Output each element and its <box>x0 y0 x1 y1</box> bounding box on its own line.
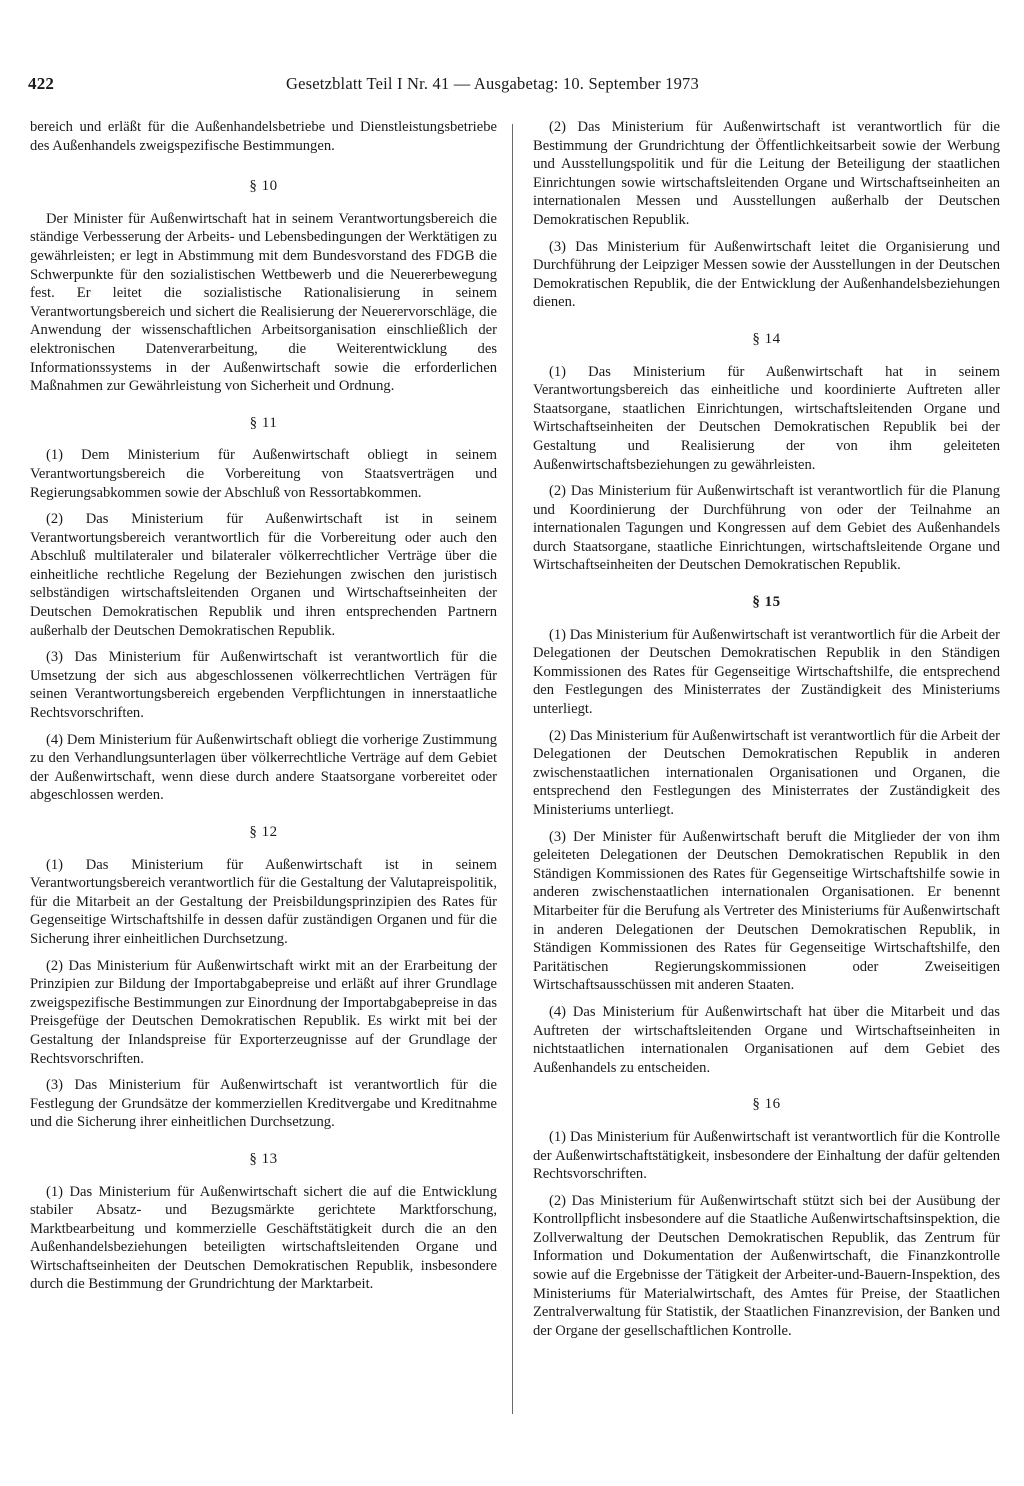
paragraph: (2) Das Ministerium für Außenwirtschaft ist verantwortlich für die Bestimmung der Grundrichtung der Öffentlichkeitsarbeit sowie der Werbung und Ausstellungspolitik und für die Leitung der Beteiligung der staatlichen Einrichtungen sowie wirtschaftsleitenden Organe und Wirtschaftseinheiten an internationalen Messen und Ausstellungen außerhalb der Deutschen Demokratischen Republik. <box>533 119 1000 228</box>
paragraph: (3) Das Ministerium für Außenwirtschaft ist verantwortlich für die Festlegung der Grundsätze der kommerziellen Kreditvergabe und Kreditnahme und die Sicherung ihrer einheitlichen Durchsetzung. <box>30 1077 497 1131</box>
paragraph: (2) Das Ministerium für Außenwirtschaft stützt sich bei der Ausübung der Kontrollpflicht insbesondere auf die Staatliche Außenwirtschaftsinspektion, die Zollverwaltung der Deutschen Demokratischen Republik, das Zentrum für Information und Dokumentation der Außenwirtschaft, die Finanzkontrolle sowie auf die Ergebnisse der Tätigkeit der Arbeiter-und-Bauern-Inspektion, des Ministeriums für Materialwirtschaft, des Amtes für Preise, der Staatlichen Zentralverwaltung für Statistik, der Staatlichen Finanzrevision, der Banken und der Organe der gesellschaftlichen Kontrolle. <box>533 1192 1000 1339</box>
paragraph: (3) Der Minister für Außenwirtschaft beruft die Mitglieder der von ihm geleiteten Delegationen der Deutschen Demokratischen Republik in den Ständigen Kommissionen des Rates für Gegenseitige Wirtschaftshilfe sowie in anderen zwischenstaatlichen internationalen Organisationen. Er benennt Mitarbeiter für die Berufung als Vertreter des Ministeriums für Außenwirtschaft in anderen Delegationen der Deutschen Demokratischen Republik, in Ständigen Kommissionen des Rates für Gegenseitige Wirtschaftshilfe, den Paritätischen Regierungskommissionen oder Zweiseitigen Wirtschaftsausschüssen mit anderen Staaten. <box>533 828 1000 994</box>
paragraph: (1) Das Ministerium für Außenwirtschaft sichert die auf die Entwicklung stabiler Absatz- und Bezugsmärkte gerichtete Marktforschung, Marktbearbeitung und kommerzielle Geschäftstätigkeit durch die an den Außenhandelsbeziehungen beteiligten wirtschaftsleitenden Organe und Wirtschaftseinheiten der Deutschen Demokratischen Republik, insbesondere durch die Bestimmung der Grundrichtung der Marktarbeit. <box>30 1183 497 1293</box>
paragraph: (1) Dem Ministerium für Außenwirtschaft obliegt in seinem Verantwortungsbereich die Vorbereitung von Staatsverträgen und Regierungsabkommen sowie der Abschluß von Ressortabkommen. <box>30 447 497 501</box>
section-heading-14: § 14 <box>752 330 781 347</box>
left-column <box>30 118 497 1302</box>
paragraph: (1) Das Ministerium für Außenwirtschaft hat in seinem Verantwortungsbereich das einheitliche und koordinierte Auftreten aller Staatsorgane, staatlichen Einrichtungen, wirtschaftsleitenden Organe und Wirtschaftseinheiten der Deutschen Demokratischen Republik bei der Gestaltung und Realisierung der von ihm geleiteten Außenwirtschaftsbeziehungen zu gewährleisten. <box>533 363 1000 473</box>
paragraph: Der Minister für Außenwirtschaft hat in seinem Verantwortungsbereich die ständige Verbesserung der Arbeits- und Lebensbedingungen der Werktätigen zu gewährleisten; er legt in Abstimmung mit dem Bundesvorstand des FDGB die Schwerpunkte für den sozialistischen Wettbewerb und die Neuererbewegung fest. Er leitet die sozialistische Rationalisierung in seinem Verantwortungsbereich und sichert die Realisierung der Neuerervorschläge, die Anwendung der wissenschaftlichen Arbeitsorganisation einschließlich der elektronischen Datenverarbeitung, die Weiterentwicklung des Informationssystems in der Außenwirtschaft sowie die erforderlichen Maßnahmen zur Gewährleistung von Sicherheit und Ordnung. <box>30 210 497 395</box>
paragraph: (3) Das Ministerium für Außenwirtschaft ist verantwortlich für die Umsetzung der sich aus abgeschlossenen völkerrechtlichen Verträgen für seinen Verantwortungsbereich ergebenden Verpflichtungen in innerstaatliche Rechtsvorschriften. <box>30 649 497 722</box>
page-number: 422 <box>28 74 55 93</box>
section-heading-11: § 11 <box>249 414 278 431</box>
section-heading-13: § 13 <box>249 1150 278 1167</box>
paragraph: (2) Das Ministerium für Außenwirtschaft ist verantwortlich für die Planung und Koordinierung der Durchführung von oder der Teilnahme an internationalen Tagungen und Kongressen auf dem Gebiet des Außenhandels durch Staatsorgane, staatliche Einrichtungen, wirtschaftsleitende Organe und Wirtschaftseinheiten der Deutschen Demokratischen Republik. <box>533 483 1000 574</box>
section-heading-15: § 15 <box>752 594 781 611</box>
section-heading-16: § 16 <box>752 1096 781 1113</box>
paragraph: (1) Das Ministerium für Außenwirtschaft ist verantwortlich für die Arbeit der Delegationen der Deutschen Demokratischen Republik in den Ständigen Kommissionen des Rates für Gegenseitige Wirtschaftshilfe, die entsprechend den Festlegungen des Ministerrates der Zuständigkeit des Ministeriums unterliegt. <box>533 626 1000 718</box>
paragraph: (4) Das Ministerium für Außenwirtschaft hat über die Mitarbeit und das Auftreten der wirtschaftsleitenden Organe und Wirtschaftseinheiten in nichtstaatlichen internationalen Organisationen auf dem Gebiet des Außenhandels zu entscheiden. <box>533 1003 1000 1076</box>
page-header <box>28 74 998 102</box>
section-heading-10: § 10 <box>249 178 278 195</box>
paragraph: (1) Das Ministerium für Außenwirtschaft ist verantwortlich für die Kontrolle der Außenwirtschaftstätigkeit, insbesondere der Einhaltung der dafür geltenden Rechtsvorschriften. <box>533 1128 1000 1183</box>
section-heading-12: § 12 <box>249 824 278 840</box>
paragraph: bereich und erläßt für die Außenhandelsbetriebe und Dienstleistungsbetriebe des Außenhandels zweigspezifische Bestimmungen. <box>30 119 497 154</box>
column-divider <box>512 124 513 1414</box>
paragraph: (4) Dem Ministerium für Außenwirtschaft obliegt die vorherige Zustimmung zu den Verhandlungsunterlagen über völkerrechtliche Verträge auf dem Gebiet der Außenwirtschaft, wenn diese durch andere Staatsorgane vorbereitet oder abgeschlossen werden. <box>30 731 497 804</box>
paragraph: (3) Das Ministerium für Außenwirtschaft leitet die Organisierung und Durchführung der Leipziger Messen sowie der Ausstellungen in der Deutschen Demokratischen Republik, die der Entwicklung der Außenhandelsbeziehungen dienen. <box>533 238 1000 311</box>
paragraph: (2) Das Ministerium für Außenwirtschaft ist verantwortlich für die Arbeit der Delegationen der Deutschen Demokratischen Republik in anderen zwischenstaatlichen internationalen Organisationen und Organen, die entsprechend den Festlegungen des Ministerrates der Zuständigkeit des Ministeriums unterliegt. <box>533 727 1000 818</box>
header-title: Gesetzblatt Teil I Nr. 41 — Ausgabetag: 10. September 1973 <box>286 74 699 93</box>
paragraph: (1) Das Ministerium für Außenwirtschaft ist in seinem Verantwortungsbereich verantwortlich für die Gestaltung der Valutapreispolitik, für die Mitarbeit an der Gestaltung der Preisbildungsprinzipien des Rates für Gegenseitige Wirtschaftshilfe in dessen dafür zuständigen Organen und für die Sicherung ihrer einheitlichen Durchsetzung. <box>30 856 497 947</box>
paragraph: (2) Das Ministerium für Außenwirtschaft wirkt mit an der Erarbeitung der Prinzipien zur Bildung der Importabgabepreise und erläßt auf ihrer Grundlage zweigspezifische Bestimmungen zur Einordnung der Importabgabepreise in das Preisgefüge der Deutschen Demokratischen Republik. Es wirkt mit bei der Gestaltung der Inlandspreise für Exporterzeugnisse auf der Grundlage der Rechtsvorschriften. <box>30 957 497 1067</box>
paragraph: (2) Das Ministerium für Außenwirtschaft ist in seinem Verantwortungsbereich verantwortlich für die Vorbereitung oder auch den Abschluß multilateraler und bilateraler völkerrechtlicher Verträge über die einheitliche rechtliche Regelung der Beziehungen zwischen den juristisch selbständigen wirtschaftsleitenden Organen und Wirtschaftseinheiten der Deutschen Demokratischen Republik und ihren entsprechenden Partnern außerhalb der Deutschen Demokratischen Republik. <box>30 511 497 639</box>
right-column <box>533 118 1000 1348</box>
